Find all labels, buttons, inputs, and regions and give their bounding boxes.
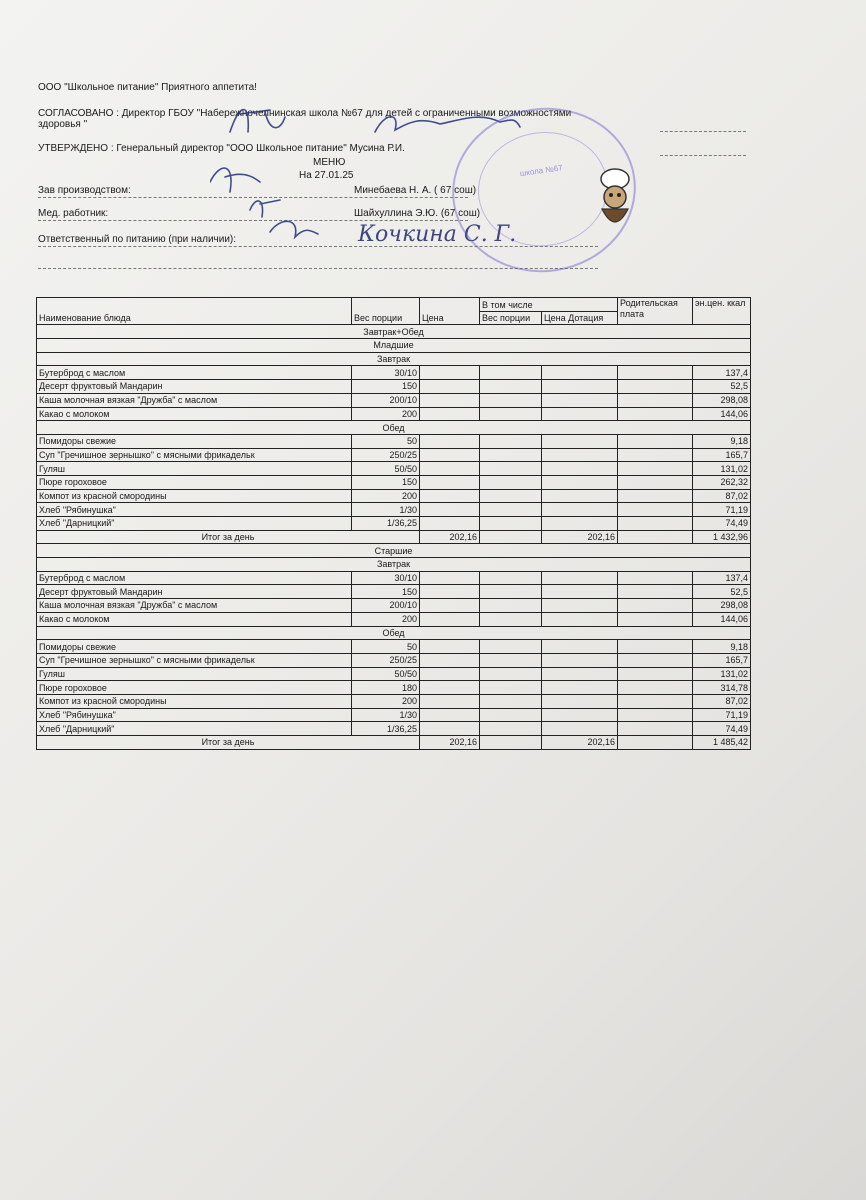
empty-cell [420,380,480,394]
col-header-price: Цена [420,298,480,325]
empty-cell [542,722,618,736]
dish-weight: 1/36,25 [352,722,420,736]
dish-kcal: 87,02 [693,694,751,708]
empty-cell [480,612,542,626]
empty-cell [618,503,693,517]
empty-cell [618,667,693,681]
table-row [37,448,751,462]
empty-cell [618,612,693,626]
table-row [37,653,751,667]
empty-cell [420,448,480,462]
signature-line [660,155,746,156]
empty-cell [420,462,480,476]
empty-cell [480,736,542,750]
empty-cell [542,462,618,476]
dish-kcal: 131,02 [693,462,751,476]
empty-cell [420,640,480,654]
empty-cell [542,380,618,394]
dish-name: Компот из красной смородины [37,694,352,708]
empty-cell [618,708,693,722]
responsible-label: Ответственный по питанию (при наличии): [38,234,237,245]
dish-name: Пюре гороховое [37,681,352,695]
table-row [37,722,751,736]
empty-cell [480,475,542,489]
col-header-weight: Вес порции [352,298,420,325]
section-row [37,544,751,558]
dish-weight: 50 [352,640,420,654]
dish-weight: 200 [352,694,420,708]
empty-cell [542,448,618,462]
table-row [37,694,751,708]
col-header-incl-weight: Вес порции [480,311,542,325]
agreed-line-1: СОГЛАСОВАНО : Директор ГБОУ "Набережночелнинская школа №67 для детей с ограниченными возможностями [38,108,572,119]
empty-cell [420,366,480,380]
col-header-incl-price: Цена Дотация [542,311,618,325]
empty-cell [618,393,693,407]
dish-kcal: 165,7 [693,653,751,667]
empty-cell [542,366,618,380]
empty-cell [618,571,693,585]
dish-weight: 50 [352,434,420,448]
empty-cell [618,407,693,421]
empty-cell [420,489,480,503]
empty-cell [542,571,618,585]
dish-name: Компот из красной смородины [37,489,352,503]
empty-cell [618,448,693,462]
empty-cell [480,681,542,695]
dish-weight: 1/30 [352,503,420,517]
dish-name: Хлеб "Рябинушка" [37,503,352,517]
company-name: ООО "Школьное питание" Приятного аппетита! [38,82,257,93]
dish-name: Гуляш [37,462,352,476]
menu-table [36,297,751,750]
col-header-including: В том числе [480,298,618,312]
empty-cell [480,448,542,462]
dish-kcal: 74,49 [693,517,751,531]
dish-kcal: 298,08 [693,599,751,613]
chef-logo-icon [590,165,640,233]
total-label: Итог за день [37,530,420,544]
dish-kcal: 52,5 [693,585,751,599]
dish-kcal: 74,49 [693,722,751,736]
dish-kcal: 298,08 [693,393,751,407]
dish-weight: 250/25 [352,653,420,667]
total-kcal: 1 485,42 [693,736,751,750]
table-row [37,393,751,407]
signature-line [660,131,746,132]
dish-kcal: 71,19 [693,503,751,517]
total-row [37,530,751,544]
dish-name: Какао с молоком [37,612,352,626]
total-price: 202,16 [420,530,480,544]
production-name: Минебаева Н. А. ( 67 сош) [354,185,477,196]
table-row [37,708,751,722]
empty-cell [618,475,693,489]
dish-kcal: 262,32 [693,475,751,489]
empty-cell [420,407,480,421]
empty-cell [480,393,542,407]
empty-cell [420,393,480,407]
empty-cell [420,599,480,613]
dish-name: Хлеб "Дарницкий" [37,517,352,531]
dish-name: Хлеб "Дарницкий" [37,722,352,736]
empty-cell [618,380,693,394]
empty-cell [618,517,693,531]
table-row [37,681,751,695]
empty-cell [480,653,542,667]
table-row [37,462,751,476]
empty-cell [480,571,542,585]
dish-weight: 150 [352,585,420,599]
empty-cell [542,708,618,722]
empty-cell [542,517,618,531]
empty-cell [542,694,618,708]
dish-weight: 1/36,25 [352,517,420,531]
dish-kcal: 71,19 [693,708,751,722]
dish-name: Суп "Гречишное зернышко" с мясными фрикадельк [37,653,352,667]
empty-cell [618,681,693,695]
section-row [37,421,751,435]
empty-cell [542,393,618,407]
stamp-text: школа №67 [519,163,564,179]
dish-name: Бутерброд с маслом [37,366,352,380]
dish-kcal: 9,18 [693,434,751,448]
dish-name: Гуляш [37,667,352,681]
dish-weight: 200/10 [352,599,420,613]
dish-kcal: 131,02 [693,667,751,681]
dish-weight: 150 [352,380,420,394]
empty-cell [618,599,693,613]
dish-weight: 50/50 [352,667,420,681]
col-header-parent: Родительская плата [618,298,693,325]
section-row [37,558,751,572]
empty-cell [480,640,542,654]
empty-cell [420,653,480,667]
section-row [37,339,751,353]
empty-cell [618,462,693,476]
empty-cell [480,366,542,380]
junior-section [37,339,751,544]
empty-cell [618,736,693,750]
dish-name: Бутерброд с маслом [37,571,352,585]
dish-weight: 250/25 [352,448,420,462]
total-row [37,736,751,750]
dish-weight: 200 [352,489,420,503]
empty-cell [480,462,542,476]
dish-weight: 150 [352,475,420,489]
dish-name: Суп "Гречишное зернышко" с мясными фрикадельк [37,448,352,462]
empty-cell [542,475,618,489]
empty-cell [618,722,693,736]
dish-kcal: 87,02 [693,489,751,503]
table-row [37,599,751,613]
empty-cell [480,517,542,531]
section-row [37,626,751,640]
section-row [37,352,751,366]
total-subsidy: 202,16 [542,736,618,750]
table-row [37,640,751,654]
dish-kcal: 52,5 [693,380,751,394]
meal-type-label: Завтрак+Обед [37,325,751,339]
empty-cell [480,722,542,736]
empty-cell [618,366,693,380]
empty-cell [618,434,693,448]
total-label: Итог за день [37,736,420,750]
empty-cell [480,585,542,599]
table-row [37,380,751,394]
empty-cell [618,489,693,503]
dish-kcal: 137,4 [693,366,751,380]
empty-cell [480,530,542,544]
group-title: Старшие [37,544,751,558]
table-row [37,475,751,489]
dish-kcal: 137,4 [693,571,751,585]
group-title: Младшие [37,339,751,353]
empty-cell [542,434,618,448]
table-row [37,585,751,599]
section-row [37,325,751,339]
breakfast-title: Завтрак [37,352,751,366]
menu-title: МЕНЮ [313,157,346,168]
table-row [37,407,751,421]
production-label: Зав производством: [38,185,131,196]
breakfast-title: Завтрак [37,558,751,572]
empty-cell [542,653,618,667]
dish-weight: 1/30 [352,708,420,722]
col-header-name: Наименование блюда [37,298,352,325]
empty-cell [542,585,618,599]
empty-cell [480,667,542,681]
empty-cell [420,503,480,517]
empty-cell [542,681,618,695]
table-row [37,571,751,585]
empty-cell [420,612,480,626]
table-row [37,366,751,380]
empty-cell [420,694,480,708]
menu-date: На 27.01.25 [299,170,354,181]
table-row [37,503,751,517]
total-price: 202,16 [420,736,480,750]
table-row [37,517,751,531]
dish-name: Хлеб "Рябинушка" [37,708,352,722]
dish-name: Каша молочная вязкая "Дружба" с маслом [37,393,352,407]
dish-kcal: 314,78 [693,681,751,695]
table-row [37,434,751,448]
table-row [37,612,751,626]
empty-cell [420,681,480,695]
empty-cell [480,489,542,503]
dish-kcal: 144,06 [693,612,751,626]
empty-cell [420,708,480,722]
dish-weight: 30/10 [352,366,420,380]
approved-line: УТВЕРЖДЕНО : Генеральный директор "ООО Школьное питание" Мусина Р.И. [38,143,405,154]
empty-cell [480,503,542,517]
total-kcal: 1 432,96 [693,530,751,544]
dish-weight: 30/10 [352,571,420,585]
empty-cell [618,694,693,708]
empty-cell [480,434,542,448]
empty-cell [618,653,693,667]
empty-cell [420,434,480,448]
dish-name: Пюре гороховое [37,475,352,489]
empty-cell [420,517,480,531]
dish-weight: 180 [352,681,420,695]
dish-name: Помидоры свежие [37,640,352,654]
dish-name: Какао с молоком [37,407,352,421]
empty-cell [420,475,480,489]
total-subsidy: 202,16 [542,530,618,544]
empty-cell [542,503,618,517]
dish-kcal: 165,7 [693,448,751,462]
table-row [37,489,751,503]
table-row [37,667,751,681]
empty-cell [480,708,542,722]
responsible-signature: Кочкина С. Г. [358,222,517,247]
table-header-row [37,298,751,312]
empty-cell [480,599,542,613]
dish-name: Десерт фруктовый Мандарин [37,585,352,599]
dish-weight: 200/10 [352,393,420,407]
empty-cell [420,667,480,681]
dish-kcal: 144,06 [693,407,751,421]
empty-cell [618,530,693,544]
empty-cell [542,407,618,421]
medic-label: Мед. работник: [38,208,109,219]
empty-cell [542,599,618,613]
dish-weight: 50/50 [352,462,420,476]
medic-name: Шайхуллина Э.Ю. (67 сош) [354,208,481,219]
dish-weight: 200 [352,407,420,421]
empty-cell [420,722,480,736]
empty-cell [542,667,618,681]
empty-cell [542,640,618,654]
dish-name: Помидоры свежие [37,434,352,448]
senior-section [37,544,751,749]
empty-cell [618,585,693,599]
empty-cell [480,694,542,708]
dish-name: Десерт фруктовый Мандарин [37,380,352,394]
col-header-energy: эн.цен. ккал [693,298,751,325]
dish-kcal: 9,18 [693,640,751,654]
empty-cell [542,489,618,503]
empty-cell [542,612,618,626]
empty-cell [480,407,542,421]
empty-cell [480,380,542,394]
empty-cell [420,585,480,599]
agreed-line-2: здоровья " [38,119,88,130]
lunch-title: Обед [37,626,751,640]
lunch-title: Обед [37,421,751,435]
empty-cell [420,571,480,585]
dish-name: Каша молочная вязкая "Дружба" с маслом [37,599,352,613]
empty-cell [618,640,693,654]
dish-weight: 200 [352,612,420,626]
